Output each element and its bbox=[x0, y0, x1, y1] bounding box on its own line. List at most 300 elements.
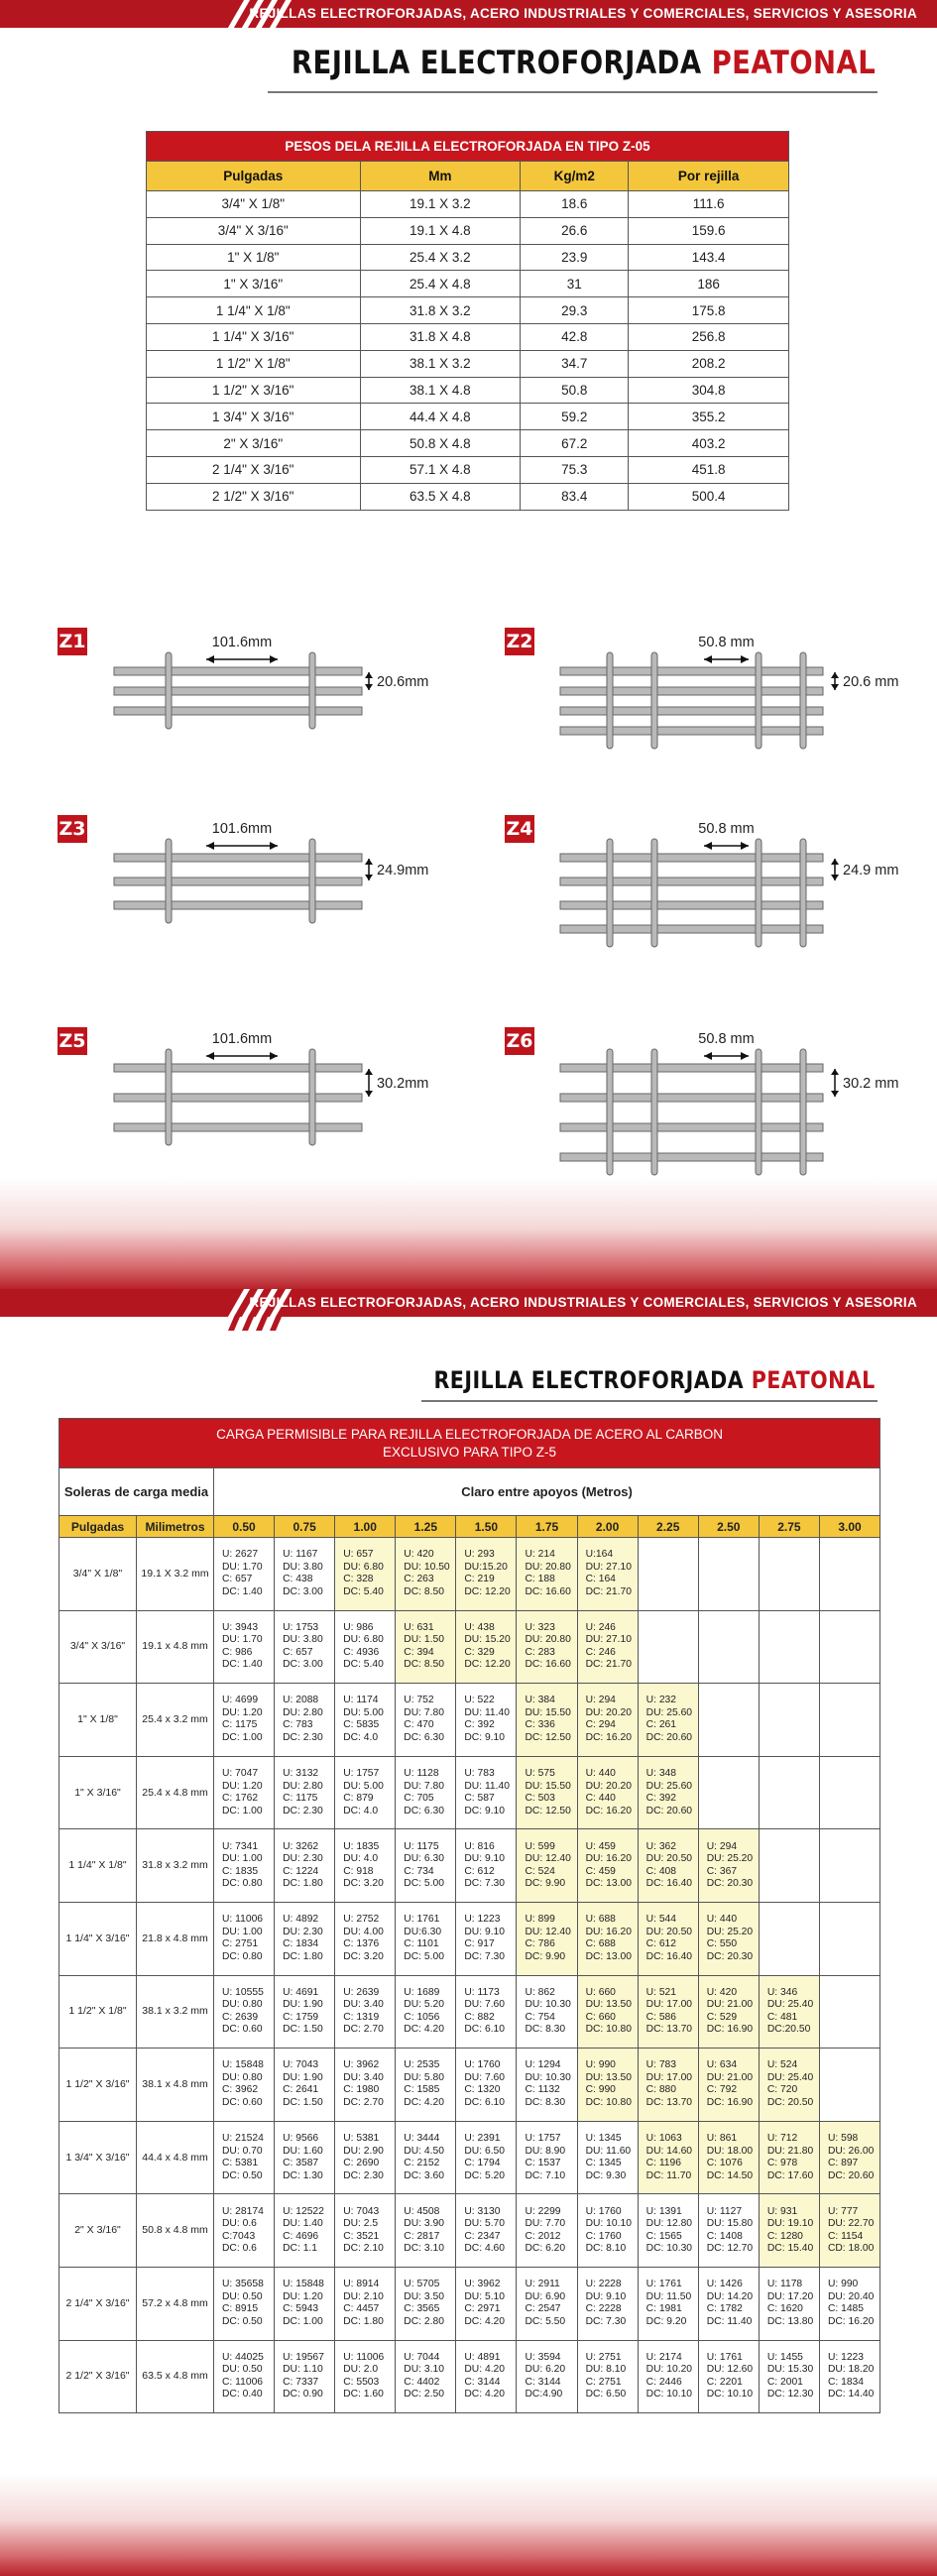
load-cell bbox=[759, 1684, 819, 1757]
load-value: DU: 21.00 bbox=[706, 2071, 754, 2083]
load-value: U: 294 bbox=[585, 1695, 616, 1706]
load-value: U: 599 bbox=[525, 1840, 555, 1852]
load-cell bbox=[456, 2267, 517, 2340]
load-value: DC: 4.60 bbox=[464, 2243, 506, 2255]
load-cell bbox=[759, 1538, 819, 1611]
load-cell bbox=[335, 2121, 396, 2194]
load-value: DC: 2.10 bbox=[343, 2243, 384, 2255]
load-cell bbox=[335, 2194, 396, 2268]
title-underline bbox=[268, 91, 878, 93]
table-row bbox=[147, 483, 789, 510]
load-value: DC: 20.60 bbox=[645, 1805, 693, 1816]
load-value: DC: 4.20 bbox=[404, 2097, 444, 2108]
load-value: C: 1101 bbox=[404, 1938, 439, 1950]
load-value: U: 7341 bbox=[222, 1840, 259, 1852]
load-value: C: 990 bbox=[585, 2084, 616, 2096]
table-cell: 256.8 bbox=[629, 323, 789, 350]
load-value: U: 899 bbox=[525, 1914, 555, 1926]
load-cell bbox=[819, 2267, 879, 2340]
load-value: DC: 11.40 bbox=[706, 2315, 753, 2327]
load-value: DC: 16.60 bbox=[525, 1659, 571, 1671]
load-value: DC: 9.20 bbox=[645, 2315, 687, 2327]
table-row bbox=[59, 1829, 880, 1903]
load-value: C: 660 bbox=[585, 2011, 616, 2023]
table-row bbox=[147, 430, 789, 457]
load-cell bbox=[396, 2049, 456, 2122]
bearing-bar bbox=[309, 1049, 315, 1145]
weights-table bbox=[146, 131, 789, 511]
load-value: DC: 6.10 bbox=[464, 2097, 506, 2108]
load-value: U: 861 bbox=[706, 2132, 738, 2144]
dimension-vertical: 24.9mm bbox=[377, 863, 429, 878]
table-cell: 1" X 3/16" bbox=[147, 271, 361, 297]
table-cell: 59.2 bbox=[521, 404, 629, 430]
load-value: DU: 6.50 bbox=[464, 2145, 506, 2157]
banner-text: REJILLAS ELECTROFORJADAS, ACERO INDUSTRIALES Y COMERCIALES, SERVICIOS Y ASESORIA bbox=[249, 6, 917, 21]
bearing-bar bbox=[651, 1049, 657, 1175]
soleras-header: Soleras de carga media bbox=[59, 1468, 214, 1516]
arrow-head bbox=[831, 672, 839, 678]
load-value: DC: 12.70 bbox=[706, 2243, 754, 2255]
load-cell bbox=[275, 1902, 335, 1975]
load-value: DC: 8.50 bbox=[404, 1659, 444, 1671]
load-cell bbox=[335, 2267, 396, 2340]
table-cell: 2 1/4" X 3/16" bbox=[147, 456, 361, 483]
load-cell bbox=[577, 2194, 638, 2268]
load-value: C: 246 bbox=[585, 1646, 616, 1658]
row-millimeters: 38.1 x 4.8 mm bbox=[137, 2049, 214, 2122]
load-value: C: 4936 bbox=[343, 1646, 380, 1658]
table-cell: 31.8 X 4.8 bbox=[360, 323, 521, 350]
load-value: C: 1320 bbox=[464, 2084, 501, 2096]
load-value: C: 657 bbox=[222, 1574, 253, 1585]
span-header: 3.00 bbox=[819, 1516, 879, 1538]
load-value: U: 7044 bbox=[404, 2351, 440, 2363]
load-value: C: 882 bbox=[464, 2011, 495, 2023]
load-cell bbox=[819, 1756, 879, 1829]
load-value: U: 1455 bbox=[766, 2351, 803, 2363]
cross-rod bbox=[114, 1094, 362, 1102]
section-title bbox=[434, 1366, 876, 1394]
load-value: U: 1391 bbox=[645, 2205, 682, 2217]
load-value: DC: 13.70 bbox=[645, 2097, 693, 2108]
load-cell bbox=[819, 1610, 879, 1684]
row-millimeters: 57.2 x 4.8 mm bbox=[137, 2267, 214, 2340]
load-value: U: 348 bbox=[645, 1767, 676, 1779]
cross-rod bbox=[560, 687, 823, 695]
load-cell bbox=[396, 2340, 456, 2413]
load-value: DC: 0.80 bbox=[222, 1878, 263, 1890]
load-cell bbox=[577, 1538, 638, 1611]
load-value: C: 529 bbox=[706, 2011, 738, 2023]
load-value: U: 438 bbox=[464, 1621, 495, 1633]
load-value: DC: 1.30 bbox=[283, 2169, 323, 2181]
load-value: DU: 6.80 bbox=[343, 1634, 384, 1646]
load-value: DU: 9.10 bbox=[585, 2290, 627, 2302]
cross-rod bbox=[560, 1064, 823, 1072]
bearing-bar bbox=[800, 652, 806, 749]
claro-header: Claro entre apoyos (Metros) bbox=[214, 1468, 880, 1516]
load-value: DC: 3.00 bbox=[283, 1659, 323, 1671]
arrow-head bbox=[831, 1091, 839, 1097]
load-cell bbox=[456, 1684, 517, 1757]
table-row bbox=[147, 404, 789, 430]
load-cell bbox=[577, 1684, 638, 1757]
load-value: U: 12522 bbox=[283, 2205, 324, 2217]
row-inches: 1" X 3/16" bbox=[59, 1756, 137, 1829]
load-value: DC: 15.40 bbox=[766, 2243, 814, 2255]
load-cell bbox=[335, 1975, 396, 2049]
load-value: DU: 6.20 bbox=[525, 2364, 566, 2376]
cross-rod bbox=[560, 1153, 823, 1161]
load-value: U: 293 bbox=[464, 1549, 495, 1561]
load-value: U: 3962 bbox=[343, 2059, 380, 2071]
load-value: DU: 1.00 bbox=[222, 1853, 263, 1865]
arrow-head bbox=[831, 859, 839, 865]
load-value: C: 1565 bbox=[645, 2230, 682, 2242]
load-value: U: 232 bbox=[645, 1695, 676, 1706]
load-cell bbox=[759, 1902, 819, 1975]
load-value: C: 7337 bbox=[283, 2376, 319, 2388]
load-cell bbox=[396, 1829, 456, 1903]
load-value: DU: 10.50 bbox=[404, 1561, 450, 1573]
load-value: U: 777 bbox=[827, 2205, 859, 2217]
load-value: DC: 13.70 bbox=[645, 2024, 693, 2036]
bearing-bar bbox=[166, 1049, 172, 1145]
load-value: DC: 16.60 bbox=[525, 1585, 571, 1597]
span-header: 2.00 bbox=[577, 1516, 638, 1538]
load-value: DU: 11.40 bbox=[464, 1706, 510, 1718]
load-value: C: 1408 bbox=[706, 2230, 743, 2242]
load-value: DC: 16.90 bbox=[706, 2024, 754, 2036]
load-cell bbox=[335, 1829, 396, 1903]
col-pulgadas: Pulgadas bbox=[59, 1516, 137, 1538]
load-value: C: 3565 bbox=[404, 2303, 440, 2315]
load-value: C: 1537 bbox=[525, 2158, 561, 2169]
arrow-head bbox=[365, 672, 373, 678]
load-value: U: 660 bbox=[585, 1986, 616, 1998]
arrow-head bbox=[831, 684, 839, 690]
load-value: U: 3444 bbox=[404, 2132, 440, 2144]
load-value: U: 3132 bbox=[283, 1767, 319, 1779]
table-cell: 38.1 X 4.8 bbox=[360, 377, 521, 404]
row-inches: 2" X 3/16" bbox=[59, 2194, 137, 2268]
load-value: U: 2751 bbox=[585, 2351, 622, 2363]
page-title bbox=[292, 44, 876, 81]
load-value: DU: 15.30 bbox=[766, 2364, 814, 2376]
load-value: DU: 1.90 bbox=[283, 1999, 323, 2011]
load-cell bbox=[819, 1829, 879, 1903]
load-cell bbox=[275, 1975, 335, 2049]
row-inches: 1" X 1/8" bbox=[59, 1684, 137, 1757]
load-cell bbox=[517, 1975, 577, 2049]
second-banner bbox=[0, 1289, 937, 1317]
load-cell bbox=[517, 1684, 577, 1757]
load-value: C: 11006 bbox=[222, 2376, 264, 2388]
load-value: C: 917 bbox=[464, 1938, 495, 1950]
load-value: C: 1175 bbox=[283, 1793, 318, 1805]
load-value: DC: 0.90 bbox=[283, 2389, 323, 2400]
load-cell bbox=[214, 1829, 275, 1903]
load-value: DC: 1.00 bbox=[283, 2315, 323, 2327]
load-value: U: 931 bbox=[766, 2205, 798, 2217]
load-value: C: 408 bbox=[645, 1865, 676, 1877]
load-value: DC: 4.20 bbox=[464, 2315, 506, 2327]
load-value: U: 214 bbox=[525, 1549, 555, 1561]
load-value: DU: 2.10 bbox=[343, 2290, 384, 2302]
load-value: U: 5705 bbox=[404, 2279, 440, 2290]
load-value: DU: 3.40 bbox=[343, 2071, 384, 2083]
load-cell bbox=[638, 1538, 698, 1611]
load-cell bbox=[214, 2340, 275, 2413]
load-value: DC: 7.30 bbox=[585, 2315, 627, 2327]
load-value: DU: 15.50 bbox=[525, 1706, 571, 1718]
table-cell: 44.4 X 4.8 bbox=[360, 404, 521, 430]
load-value: DC: 1.00 bbox=[222, 1732, 263, 1744]
load-value: C: 3521 bbox=[343, 2230, 380, 2242]
load-value: U: 440 bbox=[585, 1767, 616, 1779]
cross-rod bbox=[114, 687, 362, 695]
load-value: DC: 2.30 bbox=[343, 2169, 384, 2181]
load-value: DU:15.20 bbox=[464, 1561, 508, 1573]
load-value: U: 7047 bbox=[222, 1767, 259, 1779]
load-cell bbox=[396, 2267, 456, 2340]
load-cell bbox=[214, 1538, 275, 1611]
load-cell bbox=[638, 2340, 698, 2413]
table-cell: 26.6 bbox=[521, 217, 629, 244]
table-cell: 19.1 X 3.2 bbox=[360, 191, 521, 218]
load-value: C: 4457 bbox=[343, 2303, 380, 2315]
load-value: C: 8915 bbox=[222, 2303, 259, 2315]
load-value: DU: 4.0 bbox=[343, 1853, 379, 1865]
load-value: DC: 3.20 bbox=[343, 1950, 384, 1962]
load-value: C: 3144 bbox=[464, 2376, 501, 2388]
load-value: DU: 1.20 bbox=[222, 1706, 263, 1718]
load-value: U: 1167 bbox=[283, 1549, 318, 1561]
load-value: DU: 12.80 bbox=[645, 2218, 693, 2230]
load-value: U: 362 bbox=[645, 1840, 676, 1852]
load-value: C: 1980 bbox=[343, 2084, 380, 2096]
load-value: C: 336 bbox=[525, 1719, 555, 1731]
load-value: U: 1761 bbox=[404, 1914, 440, 1926]
load-value: C: 1834 bbox=[283, 1938, 319, 1950]
title-accent: PEATONAL bbox=[711, 44, 876, 81]
dimension-horizontal: 101.6mm bbox=[211, 821, 273, 837]
load-cell bbox=[638, 2267, 698, 2340]
load-value: C: 294 bbox=[585, 1719, 616, 1731]
load-value: DU: 20.20 bbox=[585, 1780, 632, 1792]
table-cell: 1 1/2" X 1/8" bbox=[147, 350, 361, 377]
load-value: C: 688 bbox=[585, 1938, 616, 1950]
load-value: U: 19567 bbox=[283, 2351, 324, 2363]
load-value: U: 631 bbox=[404, 1621, 434, 1633]
load-value: C: 2547 bbox=[525, 2303, 561, 2315]
table-row bbox=[59, 1756, 880, 1829]
load-value: U: 15848 bbox=[222, 2059, 264, 2071]
arrow-head bbox=[704, 655, 712, 663]
load-value: U: 575 bbox=[525, 1767, 555, 1779]
load-value: U: 2174 bbox=[645, 2351, 682, 2363]
load-value: C: 657 bbox=[283, 1646, 313, 1658]
load-value: U: 3594 bbox=[525, 2351, 561, 2363]
span-header: 2.75 bbox=[759, 1516, 819, 1538]
load-value: U: 4699 bbox=[222, 1695, 259, 1706]
load-cell bbox=[759, 2194, 819, 2268]
dimension-vertical: 20.6 mm bbox=[843, 674, 899, 690]
grating-diagram bbox=[109, 635, 429, 744]
load-value: C: 392 bbox=[464, 1719, 495, 1731]
table-cell: 50.8 X 4.8 bbox=[360, 430, 521, 457]
row-millimeters: 25.4 x 4.8 mm bbox=[137, 1756, 214, 1829]
load-value: DC: 10.80 bbox=[585, 2024, 632, 2036]
row-inches: 3/4" X 1/8" bbox=[59, 1538, 137, 1611]
load-value: DU: 25.60 bbox=[645, 1780, 693, 1792]
load-value: DU: 15.80 bbox=[706, 2218, 754, 2230]
load-value: DC: 12.20 bbox=[464, 1585, 511, 1597]
load-value: DC: 9.10 bbox=[464, 1732, 506, 1744]
load-value: DC: 0.40 bbox=[222, 2389, 263, 2400]
cross-rod bbox=[114, 1123, 362, 1131]
load-value: C: 1154 bbox=[827, 2230, 864, 2242]
load-value: C: 1834 bbox=[827, 2376, 865, 2388]
load-value: C: 219 bbox=[464, 1574, 495, 1585]
load-value: DC: 3.20 bbox=[343, 1878, 384, 1890]
table-cell: 63.5 X 4.8 bbox=[360, 483, 521, 510]
table-cell: 25.4 X 4.8 bbox=[360, 271, 521, 297]
load-value: U: 21524 bbox=[222, 2132, 264, 2144]
table-row bbox=[59, 2121, 880, 2194]
load-value: U: 752 bbox=[404, 1695, 434, 1706]
load-value: DU: 14.60 bbox=[645, 2145, 693, 2157]
load-value: U: 522 bbox=[464, 1695, 495, 1706]
load-cell bbox=[819, 1538, 879, 1611]
load-value: C: 786 bbox=[525, 1938, 555, 1950]
weights-col-header: Por rejilla bbox=[629, 162, 789, 191]
load-value: C: 261 bbox=[645, 1719, 676, 1731]
load-cell bbox=[759, 2340, 819, 2413]
arrow-head bbox=[206, 1052, 214, 1060]
load-value: DU: 25.40 bbox=[766, 1999, 814, 2011]
load-value: DC: 14.50 bbox=[706, 2169, 754, 2181]
table-cell: 25.4 X 3.2 bbox=[360, 244, 521, 271]
load-value: DC: 10.10 bbox=[706, 2389, 754, 2400]
load-cell bbox=[698, 1756, 759, 1829]
dimension-vertical: 30.2mm bbox=[377, 1076, 429, 1092]
table-row bbox=[147, 377, 789, 404]
load-cell bbox=[214, 1610, 275, 1684]
load-value: DU: 2.80 bbox=[283, 1780, 323, 1792]
load-value: U: 11006 bbox=[222, 1914, 264, 1926]
load-value: U: 7043 bbox=[283, 2059, 319, 2071]
load-cell bbox=[456, 2049, 517, 2122]
load-value: DC: 3.10 bbox=[404, 2243, 444, 2255]
load-value: DU: 3.10 bbox=[404, 2364, 444, 2376]
load-value: DU: 9.10 bbox=[464, 1853, 506, 1865]
load-cell bbox=[577, 1756, 638, 1829]
table-cell: 57.1 X 4.8 bbox=[360, 456, 521, 483]
row-inches: 1 1/4" X 1/8" bbox=[59, 1829, 137, 1903]
arrow-head bbox=[270, 655, 278, 663]
load-cell bbox=[517, 2340, 577, 2413]
load-value: U: 4892 bbox=[283, 1914, 319, 1926]
load-value: DU: 3.80 bbox=[283, 1634, 323, 1646]
load-value: DU: 11.40 bbox=[464, 1780, 510, 1792]
load-value: C: 2012 bbox=[525, 2230, 561, 2242]
load-value: DC: 9.30 bbox=[585, 2169, 627, 2181]
load-value: C: 5943 bbox=[283, 2303, 319, 2315]
load-value: C: 2446 bbox=[645, 2376, 682, 2388]
load-cell bbox=[638, 2194, 698, 2268]
load-cell bbox=[638, 1829, 698, 1903]
load-value: DC:4.90 bbox=[525, 2389, 563, 2400]
load-value: U: 2639 bbox=[343, 1986, 380, 1998]
load-value: U: 1345 bbox=[585, 2132, 622, 2144]
load-value: DC: 1.60 bbox=[343, 2389, 384, 2400]
load-value: C: 734 bbox=[404, 1865, 434, 1877]
load-cell bbox=[517, 2194, 577, 2268]
cross-rod bbox=[114, 667, 362, 675]
load-value: C: 1620 bbox=[766, 2303, 803, 2315]
load-value: U: 4691 bbox=[283, 1986, 319, 1998]
load-value: C: 754 bbox=[525, 2011, 555, 2023]
load-value: DU: 7.80 bbox=[404, 1780, 444, 1792]
load-cell bbox=[759, 2267, 819, 2340]
load-cell bbox=[456, 1756, 517, 1829]
load-cell bbox=[698, 1684, 759, 1757]
load-value: C: 1132 bbox=[525, 2084, 560, 2096]
load-value: U: 2752 bbox=[343, 1914, 380, 1926]
load-value: DU: 18.20 bbox=[827, 2364, 875, 2376]
span-header: 2.50 bbox=[698, 1516, 759, 1538]
load-value: DC: 10.10 bbox=[645, 2389, 693, 2400]
arrow-head bbox=[365, 684, 373, 690]
load-value: DC: 12.30 bbox=[766, 2389, 814, 2400]
load-value: DU: 0.80 bbox=[222, 2071, 263, 2083]
load-cell bbox=[698, 1829, 759, 1903]
load-value: U: 1760 bbox=[464, 2059, 501, 2071]
row-millimeters: 25.4 x 3.2 mm bbox=[137, 1684, 214, 1757]
load-value: DU: 7.80 bbox=[404, 1706, 444, 1718]
load-value: DU: 1.70 bbox=[222, 1561, 263, 1573]
load-value: DU: 3.50 bbox=[404, 2290, 444, 2302]
load-value: U: 1127 bbox=[706, 2205, 743, 2217]
row-millimeters: 50.8 x 4.8 mm bbox=[137, 2194, 214, 2268]
title-main: REJILLA ELECTROFORJADA bbox=[433, 1366, 745, 1394]
load-cell bbox=[517, 2267, 577, 2340]
load-value: U: 990 bbox=[585, 2059, 616, 2071]
load-cell bbox=[214, 1975, 275, 2049]
arrow-head bbox=[365, 1069, 373, 1075]
load-value: DU: 20.50 bbox=[645, 1926, 693, 1937]
load-value: C: 328 bbox=[343, 1574, 374, 1585]
load-value: U: 440 bbox=[706, 1914, 738, 1926]
load-value: DU:6.30 bbox=[404, 1926, 442, 1937]
arrow-head bbox=[741, 842, 749, 850]
row-inches: 1 1/2" X 3/16" bbox=[59, 2049, 137, 2122]
load-value: DC: 2.70 bbox=[343, 2097, 384, 2108]
load-cell bbox=[638, 2049, 698, 2122]
row-inches: 1 3/4" X 3/16" bbox=[59, 2121, 137, 2194]
load-value: C: 1376 bbox=[343, 1938, 380, 1950]
bearing-bar bbox=[756, 652, 761, 749]
load-value: DU: 22.70 bbox=[827, 2218, 875, 2230]
table-cell: 42.8 bbox=[521, 323, 629, 350]
load-cell bbox=[335, 1756, 396, 1829]
load-value: C: 394 bbox=[404, 1646, 434, 1658]
load-value: U: 28174 bbox=[222, 2205, 264, 2217]
load-value: DC: 2.30 bbox=[283, 1805, 323, 1816]
load-value: DU: 5.00 bbox=[343, 1780, 384, 1792]
